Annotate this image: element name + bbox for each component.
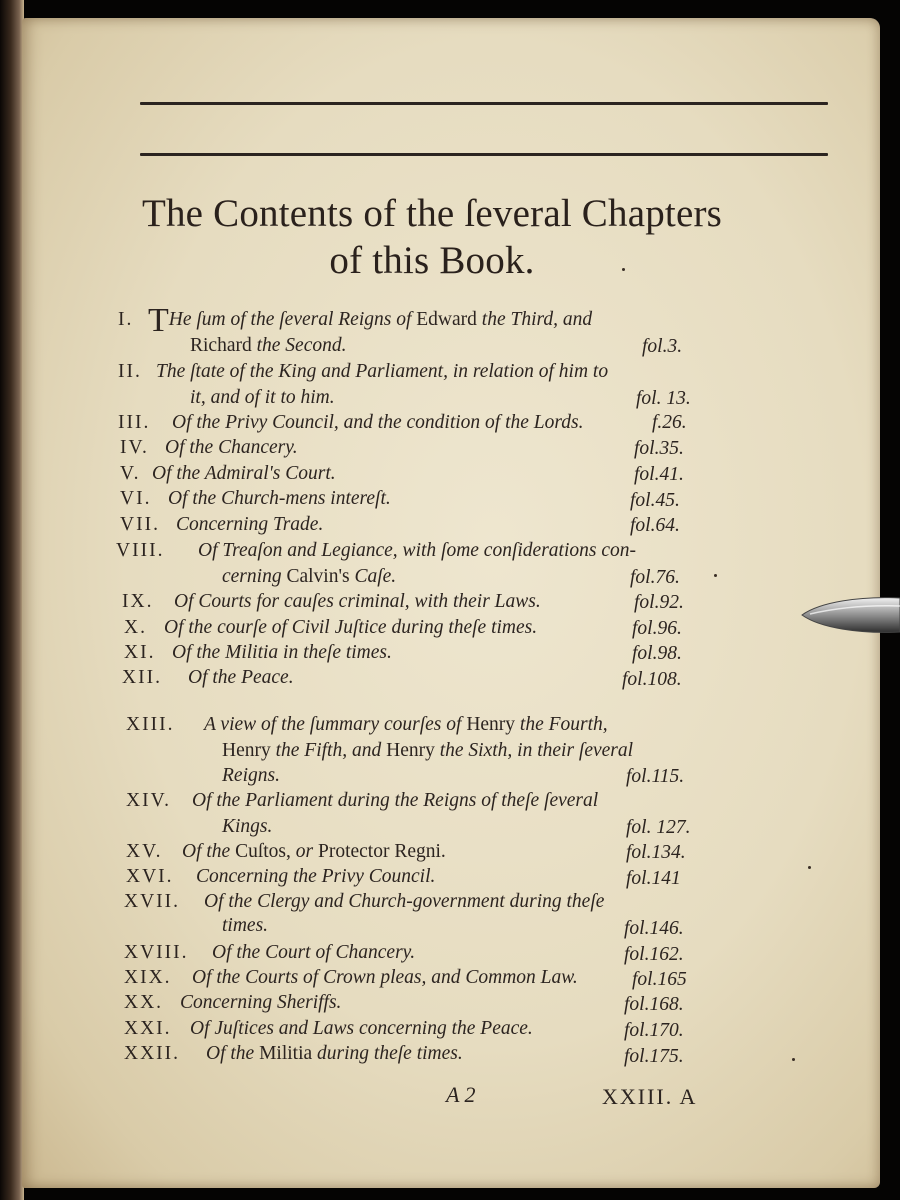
chapter-title-line-1: The ſtate of the King and Parliament, in relation of him to	[156, 361, 609, 382]
chapter-number: III.	[118, 412, 151, 433]
chapter-title-line-1: Of the Peace.	[188, 667, 294, 688]
folio-number: fol. 127.	[626, 817, 691, 838]
chapter-number: VI.	[120, 488, 152, 509]
chapter-number: XIX.	[124, 967, 172, 988]
page-title	[122, 190, 742, 284]
folio-number: fol.165	[632, 969, 687, 990]
folio-number: fol.76.	[630, 567, 680, 588]
folio-number: fol.168.	[624, 994, 684, 1015]
chapter-title-line-1: Of the Chancery.	[165, 437, 298, 458]
chapter-number: XVI.	[126, 866, 174, 887]
chapter-title-line-1: Of the Court of Chancery.	[212, 942, 416, 963]
chapter-title-line-2: it, and of it to him.	[190, 387, 335, 408]
chapter-title-line-1: Of the Clergy and Church-government during theſe	[204, 891, 605, 912]
metal-page-holder-icon	[800, 592, 900, 638]
chapter-number: X.	[124, 617, 147, 638]
chapter-title-line-1: Concerning Trade.	[176, 514, 324, 535]
chapter-number: XIII.	[126, 714, 175, 735]
folio-number: fol.35.	[634, 438, 684, 459]
paper-speck	[792, 1058, 795, 1061]
chapter-title-line-1: Of the Church-mens intereſt.	[168, 488, 391, 509]
chapter-number: XVII.	[124, 891, 181, 912]
chapter-number: VIII.	[116, 540, 165, 561]
title-line-2: of this Book.	[329, 239, 535, 282]
folio-number: fol.98.	[632, 643, 682, 664]
folio-number: fol.108.	[622, 669, 682, 690]
book-page	[22, 18, 880, 1188]
chapter-title-line-1: Of the Militia during theſe times.	[206, 1043, 463, 1064]
chapter-title-line-1: Of the Privy Council, and the condition of the Lords.	[172, 412, 584, 433]
folio-number: f.26.	[652, 412, 687, 433]
chapter-title-line-2: times.	[222, 915, 269, 936]
chapter-number: XXI.	[124, 1018, 172, 1039]
top-rule	[140, 102, 828, 105]
chapter-title-line-1: Of the courſe of Civil Juſtice during theſe times.	[164, 617, 538, 638]
chapter-title-line-1: THe ſum of the ſeveral Reigns of Edward the Third, and	[148, 302, 593, 339]
folio-number: fol.141	[626, 868, 681, 889]
folio-number: fol.3.	[642, 336, 683, 357]
chapter-number: IX.	[122, 591, 154, 612]
folio-number: fol.96.	[632, 618, 682, 639]
folio-number: fol.162.	[624, 944, 684, 965]
folio-number: fol.146.	[624, 918, 684, 939]
folio-number: fol.170.	[624, 1020, 684, 1041]
folio-number: fol.64.	[630, 515, 680, 536]
chapter-title-line-1: Of the Courts of Crown pleas, and Common Law.	[192, 967, 578, 988]
chapter-title-line-1: Of the Admiral's Court.	[152, 463, 336, 484]
folio-number: fol.115.	[626, 766, 685, 787]
title-line-1: The Contents of the ſeveral Chapters	[141, 192, 723, 235]
chapter-title-line-3: Reigns.	[222, 765, 280, 786]
folio-number: fol.41.	[634, 464, 684, 485]
chapter-title-line-1: Of Courts for cauſes criminal, with their Laws.	[174, 591, 541, 612]
chapter-number: IV.	[120, 437, 149, 458]
chapter-title-line-1: Concerning the Privy Council.	[196, 866, 436, 887]
chapter-number: V.	[120, 463, 141, 484]
chapter-number: VII.	[120, 514, 160, 535]
folio-number: fol. 13.	[636, 388, 691, 409]
chapter-number: II.	[118, 361, 142, 382]
chapter-number: XII.	[122, 667, 162, 688]
chapter-number: XI.	[124, 642, 156, 663]
chapter-title-line-1: Concerning Sheriffs.	[180, 992, 342, 1013]
chapter-number: XXII.	[124, 1043, 181, 1064]
signature-mark: A 2	[446, 1082, 476, 1107]
dropcap-t: T	[148, 302, 169, 339]
chapter-number: I.	[118, 309, 134, 330]
paper-speck	[714, 574, 717, 577]
chapter-title-line-2: Kings.	[222, 816, 273, 837]
chapter-title-line-2: Richard the Second.	[190, 335, 347, 356]
second-rule	[140, 153, 828, 156]
chapter-title-line-1: Of the Parliament during the Reigns of theſe ſeveral	[192, 790, 599, 811]
chapter-number: XV.	[126, 841, 163, 862]
chapter-title-line-2: cerning Calvin's Caſe.	[222, 566, 397, 587]
catchword: XXIII. A	[602, 1084, 698, 1109]
paper-speck	[622, 268, 625, 271]
chapter-title-line-2: Henry the Fifth, and Henry the Sixth, in their ſeveral	[222, 740, 634, 761]
chapter-title-line-1: A view of the ſummary courſes of Henry the Fourth,	[204, 714, 608, 735]
chapter-number: XX.	[124, 992, 164, 1013]
chapter-number: XVIII.	[124, 942, 189, 963]
paper-speck	[808, 866, 811, 869]
chapter-title-line-1: Of the Militia in theſe times.	[172, 642, 392, 663]
folio-number: fol.134.	[626, 842, 686, 863]
chapter-number: XIV.	[126, 790, 172, 811]
folio-number: fol.45.	[630, 490, 680, 511]
chapter-title-line-1: Of the Cuſtos, or Protector Regni.	[182, 841, 446, 862]
folio-number: fol.92.	[634, 592, 684, 613]
book-spine-edge	[0, 0, 24, 1200]
chapter-title-line-1: Of Juſtices and Laws concerning the Peace.	[190, 1018, 533, 1039]
folio-number: fol.175.	[624, 1046, 684, 1067]
chapter-title-line-1: Of Treaſon and Legiance, with ſome conſiderations con-	[198, 540, 636, 561]
